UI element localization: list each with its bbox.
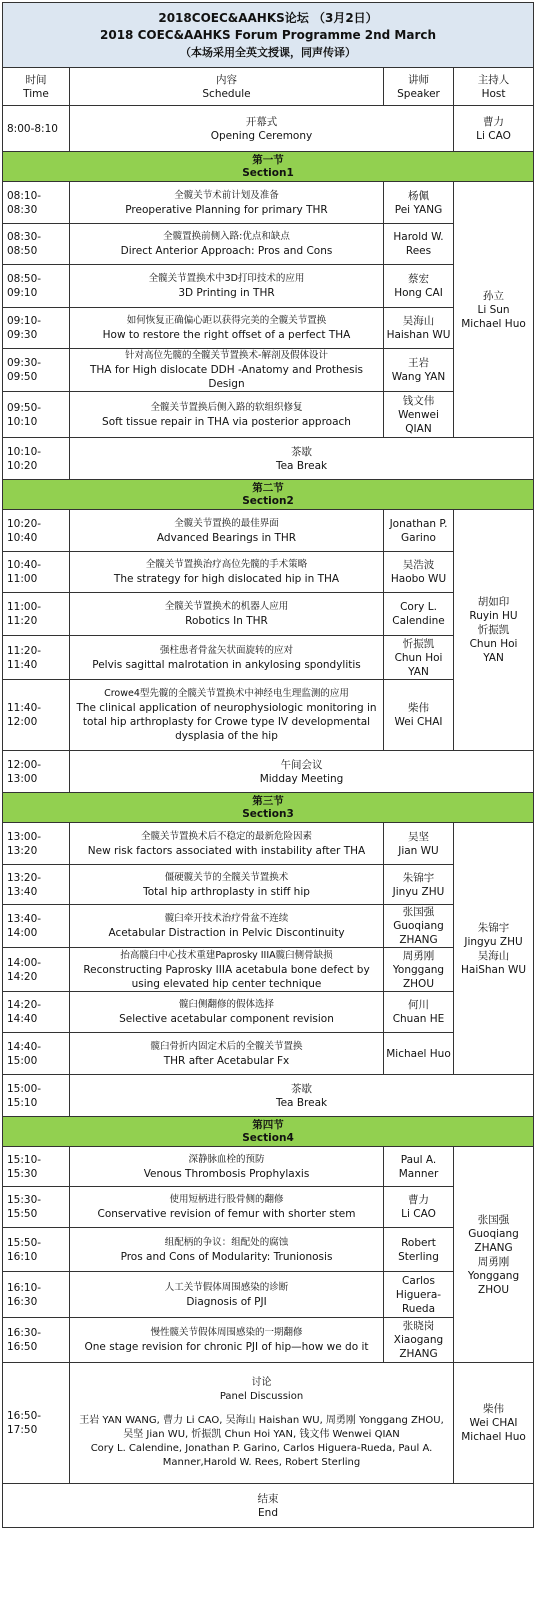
- break-time: 10:10-10:20: [3, 438, 70, 480]
- session-title: 全髋关节置换术中3D打印技术的应用 3D Printing in THR: [70, 265, 384, 308]
- session-speaker: 王岩 Wang YAN: [384, 349, 454, 392]
- break-row: [3, 438, 534, 480]
- session-speaker: 张晓岗 Xiaogang ZHANG: [384, 1318, 454, 1363]
- column-header-row: [3, 68, 534, 106]
- session-title: 慢性髋关节假体周围感染的一期翻修 One stage revision for chronic PJI of hip—how we do it: [70, 1318, 384, 1363]
- programme-header: [3, 3, 534, 68]
- session-time: 10:40-11:00: [3, 552, 70, 593]
- section-header-row: [3, 152, 534, 182]
- session-time: 15:50-16:10: [3, 1228, 70, 1272]
- opening-host: 曹力 Li CAO: [454, 106, 534, 152]
- session-speaker: 忻振凯 Chun Hoi YAN: [384, 636, 454, 680]
- session-speaker: 何川 Chuan HE: [384, 992, 454, 1033]
- session-time: 09:10-09:30: [3, 308, 70, 349]
- col-time: 时间 Time: [3, 68, 70, 106]
- session-speaker: Carlos Higuera- Rueda: [384, 1272, 454, 1318]
- session-time: 11:00-11:20: [3, 593, 70, 636]
- panel-time: 16:50-17:50: [3, 1363, 70, 1484]
- session-title: 全髋关节置换术后不稳定的最新危险因素 New risk factors associated with instability after THA: [70, 823, 384, 865]
- session-time: 13:00-13:20: [3, 823, 70, 865]
- opening-time: 8:00-8:10: [3, 106, 70, 152]
- break-title: 茶歇 Tea Break: [70, 438, 534, 480]
- session-title: 髋臼牵开技术治疗骨盆不连续 Acetabular Distraction in Pelvic Discontinuity: [70, 905, 384, 948]
- session-title: 全髋置换前侧入路:优点和缺点 Direct Anterior Approach: Pros and Cons: [70, 224, 384, 265]
- break-title: 茶歇 Tea Break: [70, 1075, 534, 1117]
- session-speaker: 张国强 Guoqiang ZHANG: [384, 905, 454, 948]
- session-speaker: 蔡宏 Hong CAI: [384, 265, 454, 308]
- schedule-body: [3, 152, 534, 1528]
- table-row: [3, 1147, 534, 1187]
- session-time: 15:30-15:50: [3, 1187, 70, 1228]
- session-title: 深静脉血栓的预防 Venous Thrombosis Prophylaxis: [70, 1147, 384, 1187]
- session-speaker: Jonathan P. Garino: [384, 510, 454, 552]
- session-time: 10:20-10:40: [3, 510, 70, 552]
- session-time: 16:30-16:50: [3, 1318, 70, 1363]
- opening-row: [3, 106, 534, 152]
- section-host: 胡如印 Ruyin HU 忻振凯 Chun Hoi YAN: [454, 510, 534, 751]
- panel-row: [3, 1363, 534, 1484]
- session-time: 09:30-09:50: [3, 349, 70, 392]
- section-host: 张国强 Guoqiang ZHANG 周勇刚 Yonggang ZHOU: [454, 1147, 534, 1363]
- section-header-row: [3, 793, 534, 823]
- session-speaker: 朱锦宇 Jinyu ZHU: [384, 865, 454, 905]
- end-row: [3, 1484, 534, 1528]
- session-speaker: 钱文伟 Wenwei QIAN: [384, 392, 454, 438]
- section-header: 第一节 Section1: [3, 152, 534, 182]
- session-title: 如何恢复正确偏心距以获得完美的全髋关节置换 How to restore the right offset of a perfect THA: [70, 308, 384, 349]
- session-title: 僵硬髋关节的全髋关节置换术 Total hip arthroplasty in stiff hip: [70, 865, 384, 905]
- session-title: Crowe4型先髋的全髋关节置换术中神经电生理监测的应用 The clinical application of neurophysiologic monitoring in total hip arthroplasty for Crowe type IV developmental dysplasia of the hip: [70, 680, 384, 751]
- session-title: 全髋关节置换治疗高位先髋的手术策略 The strategy for high dislocated hip in THA: [70, 552, 384, 593]
- section-header-row: [3, 1117, 534, 1147]
- session-time: 14:20-14:40: [3, 992, 70, 1033]
- session-title: 全髋关节置换术的机器人应用 Robotics In THR: [70, 593, 384, 636]
- session-title: 组配柄的争议：组配处的腐蚀 Pros and Cons of Modularity: Trunionosis: [70, 1228, 384, 1272]
- session-time: 14:40-15:00: [3, 1033, 70, 1075]
- session-speaker: 吴海山 Haishan WU: [384, 308, 454, 349]
- table-row: [3, 510, 534, 552]
- session-speaker: 吴坚 Jian WU: [384, 823, 454, 865]
- session-speaker: 杨佩 Pei YANG: [384, 182, 454, 224]
- session-title: 人工关节假体周围感染的诊断 Diagnosis of PJI: [70, 1272, 384, 1318]
- header-title-en: 2018 COEC&AAHKS Forum Programme 2nd March: [100, 27, 437, 42]
- break-row: [3, 751, 534, 793]
- session-time: 08:50-09:10: [3, 265, 70, 308]
- session-time: 14:00-14:20: [3, 948, 70, 992]
- break-time: 12:00-13:00: [3, 751, 70, 793]
- session-speaker: 吴浩波 Haobo WU: [384, 552, 454, 593]
- break-time: 15:00-15:10: [3, 1075, 70, 1117]
- session-time: 13:20-13:40: [3, 865, 70, 905]
- session-time: 08:30-08:50: [3, 224, 70, 265]
- session-title: 针对高位先髋的全髋关节置换术-解剖及假体设计 THA for High dislocate DDH -Anatomy and Prothesis Design: [70, 349, 384, 392]
- col-host: 主持人 Host: [454, 68, 534, 106]
- session-title: 强柱患者骨盆矢状面旋转的应对 Pelvis sagittal malrotation in ankylosing spondylitis: [70, 636, 384, 680]
- session-time: 09:50-10:10: [3, 392, 70, 438]
- header-title-zh: 2018COEC&AAHKS论坛 （3月2日）: [158, 10, 378, 25]
- section-host: 朱锦宇 Jingyu ZHU 吴海山 HaiShan WU: [454, 823, 534, 1075]
- session-title: 使用短柄进行股骨侧的翻修 Conservative revision of femur with shorter stem: [70, 1187, 384, 1228]
- session-time: 15:10-15:30: [3, 1147, 70, 1187]
- table-row: [3, 182, 534, 224]
- session-title: 髋臼侧翻修的假体选择 Selective acetabular component revision: [70, 992, 384, 1033]
- session-speaker: Michael Huo: [384, 1033, 454, 1075]
- section-header: 第三节 Section3: [3, 793, 534, 823]
- session-time: 16:10-16:30: [3, 1272, 70, 1318]
- panel-host: 柴伟 Wei CHAI Michael Huo: [454, 1363, 534, 1484]
- session-speaker: 柴伟 Wei CHAI: [384, 680, 454, 751]
- opening-title: 开幕式 Opening Ceremony: [70, 106, 454, 152]
- end-title: 结束 End: [3, 1484, 534, 1528]
- session-time: 11:40-12:00: [3, 680, 70, 751]
- break-row: [3, 1075, 534, 1117]
- section-header: 第二节 Section2: [3, 480, 534, 510]
- col-schedule: 内容 Schedule: [70, 68, 384, 106]
- session-speaker: Paul A. Manner: [384, 1147, 454, 1187]
- session-time: 11:20-11:40: [3, 636, 70, 680]
- session-time: 08:10-08:30: [3, 182, 70, 224]
- session-time: 13:40-14:00: [3, 905, 70, 948]
- table-row: [3, 823, 534, 865]
- session-title: 抬高髋臼中心技术重建Paprosky IIIA髋臼侧骨缺损 Reconstructing Paprosky IIIA acetabula bone defect by using elevated hip center technique: [70, 948, 384, 992]
- col-speaker: 讲师 Speaker: [384, 68, 454, 106]
- panel-content: 讨论 Panel Discussion 王岩 YAN WANG, 曹力 Li CAO, 吴海山 Haishan WU, 周勇刚 Yonggang ZHOU, 吴坚 Jian WU, 忻振凯 Chun Hoi YAN, 钱文伟 Wenwei QIAN Cory L. Calendine, Jonathan P. Garino, Carlos Higuera-Rueda, Paul A. Manner,Harold W. Rees, Robert Sterling: [70, 1363, 454, 1484]
- section-host: 孙立 Li Sun Michael Huo: [454, 182, 534, 438]
- header-note: （本场采用全英文授课，同声传译）: [180, 45, 357, 59]
- session-speaker: 周勇刚 Yonggang ZHOU: [384, 948, 454, 992]
- session-speaker: Cory L. Calendine: [384, 593, 454, 636]
- programme-table: [2, 2, 534, 1528]
- session-title: 髋臼骨折内固定术后的全髋关节置换 THR after Acetabular Fx: [70, 1033, 384, 1075]
- session-title: 全髋关节术前计划及准备 Preoperative Planning for primary THR: [70, 182, 384, 224]
- session-title: 全髋关节置换的最佳界面 Advanced Bearings in THR: [70, 510, 384, 552]
- session-speaker: Robert Sterling: [384, 1228, 454, 1272]
- session-speaker: Harold W. Rees: [384, 224, 454, 265]
- section-header: 第四节 Section4: [3, 1117, 534, 1147]
- session-title: 全髋关节置换后侧入路的软组织修复 Soft tissue repair in THA via posterior approach: [70, 392, 384, 438]
- section-header-row: [3, 480, 534, 510]
- session-speaker: 曹力 Li CAO: [384, 1187, 454, 1228]
- break-title: 午间会议 Midday Meeting: [70, 751, 534, 793]
